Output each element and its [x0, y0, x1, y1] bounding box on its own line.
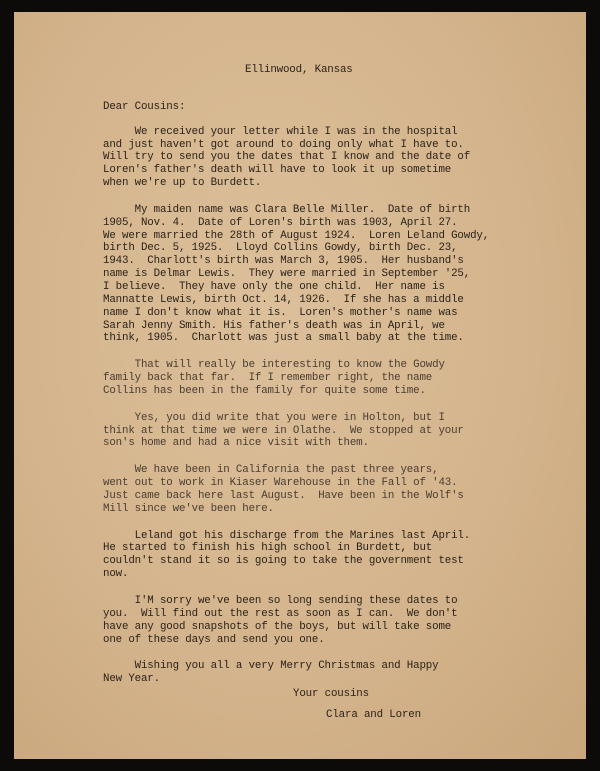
- letter-line: He started to finish his high school in Burdett, but: [103, 542, 433, 555]
- letter-line: Loren's father's death will have to look it up sometime: [103, 164, 452, 177]
- letter-line: 1905, Nov. 4. Date of Loren's birth was 1903, April 27.: [103, 216, 458, 229]
- letter-line: New Year.: [103, 673, 160, 686]
- letter-line: Yes, you did write that you were in Holton, but I: [103, 411, 445, 424]
- letter-line: family back that far. If I remember right, the name: [103, 372, 433, 385]
- letter-paragraph: [103, 595, 583, 646]
- letter-paragraph: [103, 464, 583, 515]
- letter-paragraph: [103, 126, 583, 190]
- letter-line: name I don't know what it is. Loren's mother's name was: [103, 306, 458, 319]
- letter-paragraph: [103, 204, 583, 345]
- letter-line: I'M sorry we've been so long sending these dates to: [103, 595, 458, 607]
- letter-line: Mannatte Lewis, birth Oct. 14, 1926. If she has a middle: [103, 293, 464, 306]
- letter-line: Wishing you all a very Merry Christmas and Happy: [103, 660, 439, 673]
- letter-line: name is Delmar Lewis. They were married in September '25,: [103, 268, 471, 281]
- letter-line: My maiden name was Clara Belle Miller. Date of birth: [103, 203, 471, 216]
- letter-line: Leland got his discharge from the Marines last April.: [103, 529, 471, 542]
- letter-place: Ellinwood, Kansas: [245, 64, 353, 76]
- letter-line: Mill since we've been here.: [103, 502, 274, 515]
- letter-line: I believe. They have only the one child. Her name is: [103, 280, 445, 293]
- letter-paragraph: [103, 412, 583, 451]
- letter-line: and just haven't got around to doing only what I have to.: [103, 138, 464, 151]
- letter-line: couldn't stand it so is going to take the government test: [103, 555, 464, 568]
- letter-line: Just came back here last August. Have been in the Wolf's: [103, 489, 464, 502]
- letter-line: think at that time we were in Olathe. We stopped at your: [103, 424, 464, 437]
- letter-line: We have been in California the past three years,: [103, 464, 439, 477]
- letter-line: when we're up to Burdett.: [103, 177, 262, 190]
- letter-paragraph: [103, 359, 583, 398]
- letter-paragraphs: [103, 126, 583, 686]
- letter-page: [14, 12, 586, 759]
- letter-paragraph: [103, 660, 583, 686]
- letter-paragraph: [103, 530, 583, 581]
- letter-salutation: Dear Cousins:: [103, 100, 186, 113]
- letter-line: son's home and had a nice visit with them.: [103, 437, 369, 450]
- letter-line: Collins has been in the family for quite some time.: [103, 384, 426, 397]
- letter-line: have any good snapshots of the boys, but will take some: [103, 620, 452, 633]
- letter-body: [103, 64, 583, 722]
- letter-closing: Your cousins: [293, 688, 369, 701]
- letter-line: you. Will find out the rest as soon as I can. We don't: [103, 607, 458, 620]
- letter-line: We were married the 28th of August 1924. Loren Leland Gowdy,: [103, 229, 490, 242]
- letter-line: birth Dec. 5, 1925. Lloyd Collins Gowdy, birth Dec. 23,: [103, 242, 458, 255]
- letter-line: now.: [103, 568, 129, 581]
- letter-line: one of these days and send you one.: [103, 633, 325, 646]
- letter-line: think, 1905. Charlott was just a small baby at the time.: [103, 332, 464, 345]
- letter-line: Will try to send you the dates that I know and the date of: [103, 151, 471, 164]
- letter-line: That will really be interesting to know the Gowdy: [103, 359, 445, 372]
- letter-line: went out to work in Kiaser Warehouse in the Fall of '43.: [103, 477, 458, 490]
- letter-line: 1943. Charlott's birth was March 3, 1905. Her husband's: [103, 255, 464, 268]
- letter-line: We received your letter while I was in the hospital: [103, 125, 458, 138]
- letter-signature: Clara and Loren: [326, 708, 421, 721]
- letter-line: Sarah Jenny Smith. His father's death was in April, we: [103, 319, 445, 332]
